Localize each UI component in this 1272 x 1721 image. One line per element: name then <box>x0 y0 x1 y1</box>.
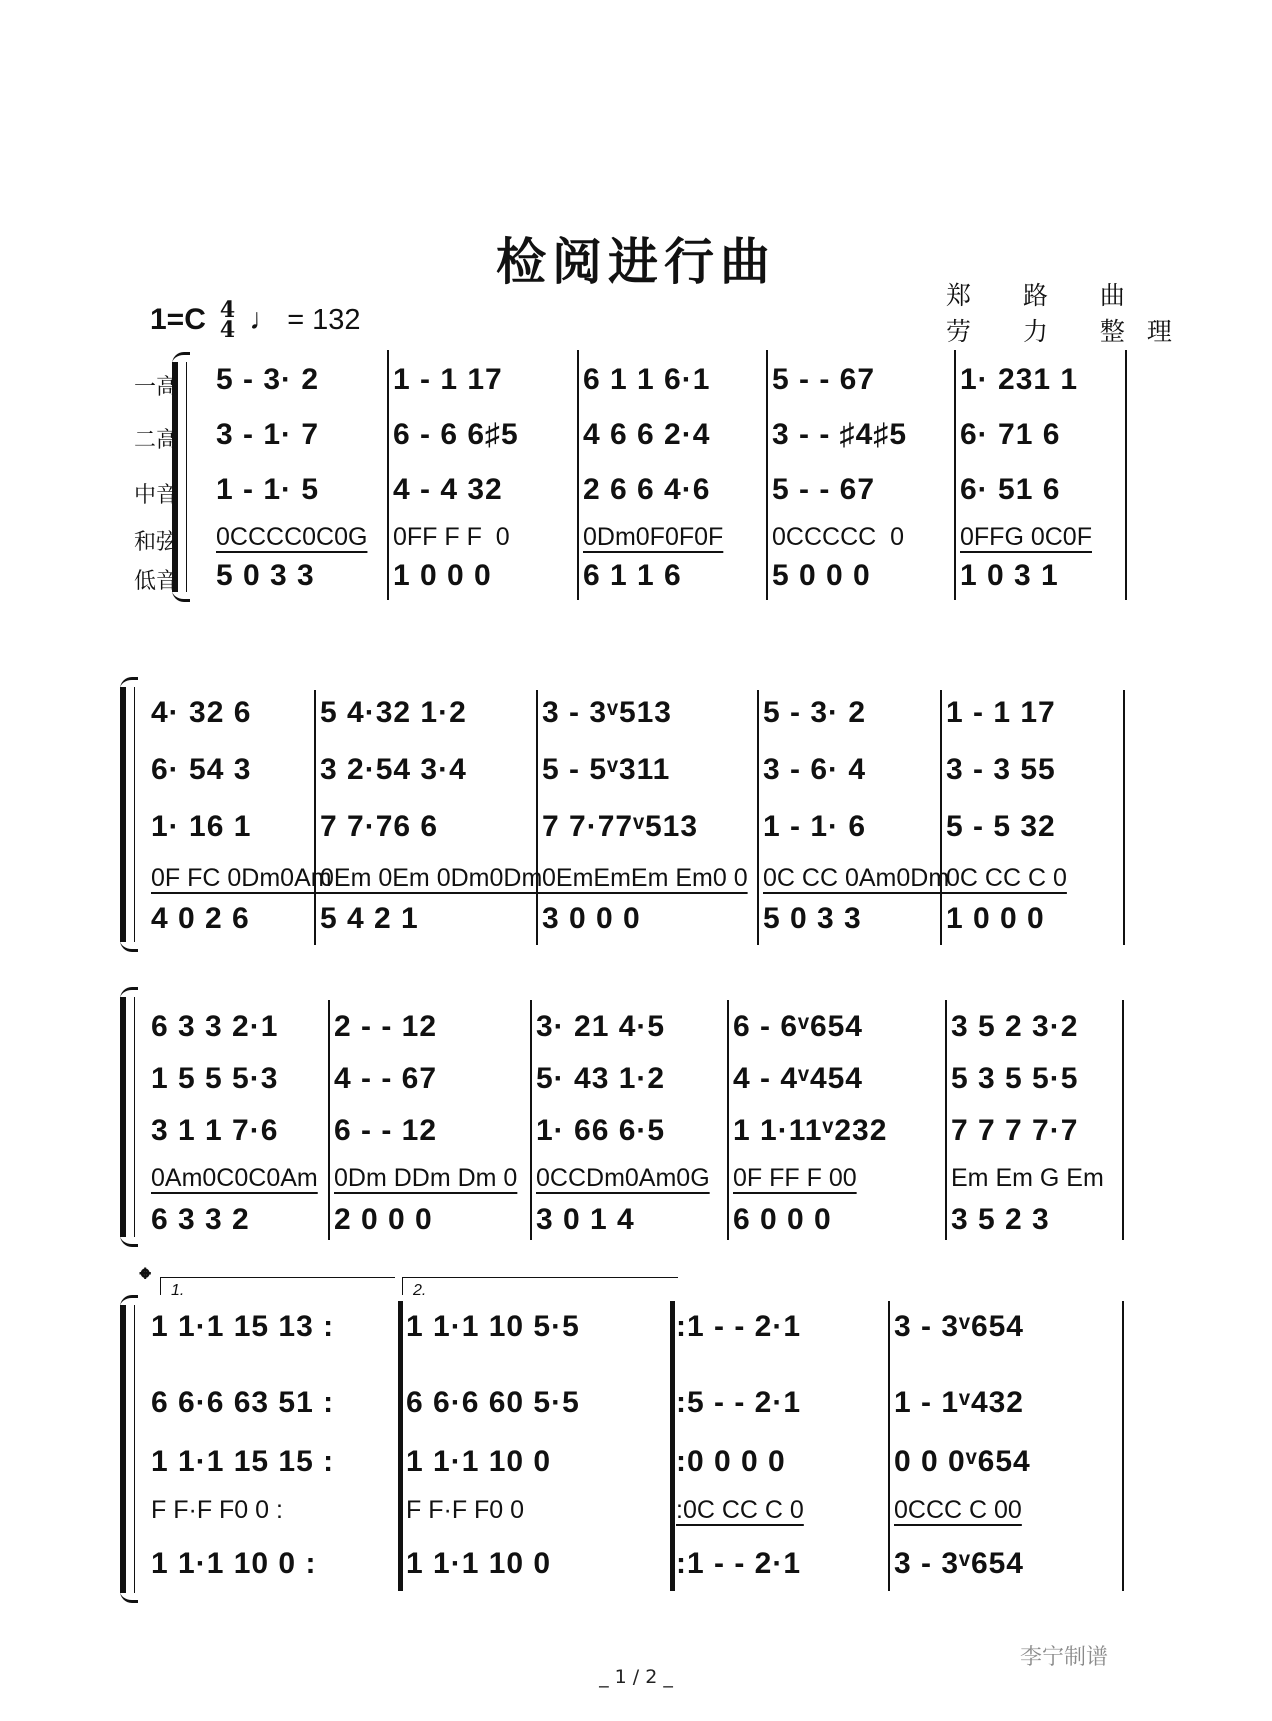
part-label-bass: 低音 <box>133 569 178 594</box>
staff-row-chord <box>145 858 1123 898</box>
barline <box>1122 1301 1124 1591</box>
measure: 0 0 0ᵛ654 <box>894 1445 1031 1478</box>
measure: 1 1·11ᵛ232 <box>733 1114 888 1147</box>
measure: 3 1 1 7·6 <box>151 1114 279 1147</box>
measure: 6· 51 6 <box>960 473 1061 506</box>
measure: 1 - 1· 5 <box>216 473 320 506</box>
measure: 0C CC 0Am0Dm <box>763 863 950 892</box>
measure: 6· 71 6 <box>960 418 1061 451</box>
composer-credit: 郑 路 曲 <box>946 281 1147 310</box>
measure: 0CCCC0C0G <box>216 522 368 551</box>
measure: 6 1 1 6·1 <box>583 363 711 396</box>
measure: 3 0 0 0 <box>542 902 641 935</box>
part-label-chord: 和弦 <box>133 530 178 555</box>
measure: 1 5 5 5·3 <box>151 1062 279 1095</box>
measure: 3 - 3ᵛ513 <box>542 696 672 729</box>
staff-row-bass <box>210 556 1125 596</box>
measure: 2 - - 12 <box>334 1010 438 1043</box>
measure: 0Em 0Em 0Dm0Dm <box>320 863 543 892</box>
measure: 0Am0C0C0Am <box>151 1163 318 1192</box>
measure: 3· 21 4·5 <box>536 1010 666 1043</box>
key-tempo-header <box>150 297 361 343</box>
measure: 0CCDm0Am0G <box>536 1163 710 1192</box>
score-system-4 <box>0 1265 1272 1600</box>
measure: 5 0 0 0 <box>772 559 871 592</box>
measure: F F·F F0 0 <box>406 1495 525 1524</box>
measure: 4 - 4 32 <box>393 473 503 506</box>
staff-row-alto <box>145 807 1123 847</box>
measure: 1 - 1ᵛ432 <box>894 1386 1024 1419</box>
measure: 0Dm0F0F0F <box>583 522 724 551</box>
measure: 6· 54 3 <box>151 753 252 786</box>
staff-row-soprano2 <box>145 750 1123 790</box>
measure: 6 1 1 6 <box>583 559 682 592</box>
measure: 1 - 1· 6 <box>763 810 867 843</box>
staff-row-soprano1 <box>145 1007 1122 1047</box>
measure: 1 0 0 0 <box>946 902 1045 935</box>
measure: 1 1·1 10 0 <box>406 1445 552 1478</box>
measure: 7 7·77ᵛ513 <box>542 810 699 843</box>
measure: 1 1·1 10 0 <box>406 1547 552 1580</box>
staff-row-soprano1 <box>145 1307 1122 1347</box>
measure: 2 0 0 0 <box>334 1203 433 1236</box>
measure: 5 0 3 3 <box>763 902 862 935</box>
staff-row-soprano1 <box>210 360 1125 400</box>
measure: 4 0 2 6 <box>151 902 250 935</box>
measure: 5 - - 67 <box>772 473 876 506</box>
measure: 1 1·1 15 13 : <box>151 1310 335 1343</box>
measure: 1 1·1 10 5·5 <box>406 1310 580 1343</box>
measure: 5 - - 67 <box>772 363 876 396</box>
measure: 0F FC 0Dm0Am <box>151 863 332 892</box>
time-signature-bottom: 4 <box>219 317 236 343</box>
quarter-note-icon: ♩ <box>249 303 280 336</box>
measure: 6 6·6 63 51 : <box>151 1386 335 1419</box>
staff-row-bass <box>145 1544 1122 1584</box>
staff-row-chord <box>145 1490 1122 1530</box>
measure: 6 3 3 2·1 <box>151 1010 279 1043</box>
measure: Em Em G Em <box>951 1163 1104 1192</box>
system-brace <box>120 687 134 942</box>
staff-row-bass <box>145 1200 1122 1240</box>
part-label-alto: 中音 <box>133 483 178 508</box>
measure: 1 0 0 0 <box>393 559 492 592</box>
measure: 1· 66 6·5 <box>536 1114 666 1147</box>
measure: 5 4·32 1·2 <box>320 696 467 729</box>
staff-row-alto <box>145 1442 1122 1482</box>
measure: 7 7·76 6 <box>320 810 439 843</box>
measure: 3 5 2 3·2 <box>951 1010 1079 1043</box>
measure: 5· 43 1·2 <box>536 1062 666 1095</box>
measure: :1 - - 2·1 <box>676 1547 802 1580</box>
measure: 3 - 6· 4 <box>763 753 867 786</box>
measure: 4 6 6 2·4 <box>583 418 711 451</box>
measure: 5 - 5ᵛ311 <box>542 753 671 786</box>
measure: 7 7 7 7·7 <box>951 1114 1079 1147</box>
coda-icon: 𝄌 <box>140 1263 151 1296</box>
arranger-watermark: 李宁制谱 <box>1020 1645 1109 1670</box>
score-system-3 <box>0 985 1272 1245</box>
measure: 1· 231 1 <box>960 363 1079 396</box>
measure: 5 4 2 1 <box>320 902 419 935</box>
measure: 5 - 3· 2 <box>763 696 867 729</box>
staff-row-chord <box>145 1158 1122 1198</box>
measure: :0 0 0 0 <box>676 1445 786 1478</box>
measure: 1 - 1 17 <box>946 696 1056 729</box>
measure: 3 - 1· 7 <box>216 418 320 451</box>
staff-row-soprano2 <box>145 1059 1122 1099</box>
part-label-soprano2: 二高 <box>133 428 178 453</box>
score-system-2 <box>0 675 1272 950</box>
time-signature <box>219 297 236 343</box>
system-brace <box>120 997 134 1237</box>
measure: 2 6 6 4·6 <box>583 473 711 506</box>
measure: 5 - 5 32 <box>946 810 1056 843</box>
measure: 0FF F F 0 <box>393 522 510 551</box>
measure: 3 - 3ᵛ654 <box>894 1310 1024 1343</box>
measure: 0C CC C 0 <box>946 863 1067 892</box>
measure: 6 6·6 60 5·5 <box>406 1386 580 1419</box>
staff-row-soprano1 <box>145 693 1123 733</box>
measure: 5 - 3· 2 <box>216 363 320 396</box>
measure: F F·F F0 0 : <box>151 1495 283 1524</box>
measure: 0CCCCC 0 <box>772 522 904 551</box>
measure: 1 0 3 1 <box>960 559 1059 592</box>
staff-row-alto <box>210 470 1125 510</box>
measure: 1 1·1 15 15 : <box>151 1445 335 1478</box>
barline <box>1125 350 1127 600</box>
key-signature: 1=C <box>150 303 206 336</box>
measure: :0C CC C 0 <box>676 1495 804 1524</box>
measure: 3 0 1 4 <box>536 1203 635 1236</box>
measure: 5 0 3 3 <box>216 559 315 592</box>
time-signature-top: 4 <box>219 297 236 323</box>
tempo-marking: = 132 <box>287 303 361 336</box>
measure: 0Dm DDm Dm 0 <box>334 1163 518 1192</box>
measure: 1 - 1 17 <box>393 363 503 396</box>
staff-row-soprano2 <box>145 1383 1122 1423</box>
measure: 0CCC C 00 <box>894 1495 1022 1524</box>
score-title: 检阅进行曲 <box>496 233 776 291</box>
measure: 4· 32 6 <box>151 696 252 729</box>
measure: 4 - 4ᵛ454 <box>733 1062 863 1095</box>
system-brace <box>120 1305 134 1593</box>
measure: 3 2·54 3·4 <box>320 753 467 786</box>
staff-row-chord <box>210 517 1125 557</box>
measure: 3 - 3 55 <box>946 753 1056 786</box>
measure: 5 3 5 5·5 <box>951 1062 1079 1095</box>
barline <box>1123 690 1125 945</box>
arranger-credit: 劳 力 整理 <box>946 317 1194 346</box>
score-system-1 <box>0 350 1272 600</box>
measure: 6 - - 12 <box>334 1114 438 1147</box>
measure: 6 - 6 6♯5 <box>393 418 519 451</box>
volta-first-ending: 1. <box>160 1277 395 1295</box>
measure: :1 - - 2·1 <box>676 1310 802 1343</box>
staff-row-soprano2 <box>210 415 1125 455</box>
measure: 3 - 3ᵛ654 <box>894 1547 1024 1580</box>
volta-second-ending: 2. <box>402 1277 678 1295</box>
measure: 0F FF F 00 <box>733 1163 857 1192</box>
page-number: _ 1 / 2 _ <box>599 1666 673 1688</box>
measure: :5 - - 2·1 <box>676 1386 802 1419</box>
staff-row-alto <box>145 1111 1122 1151</box>
measure: 0FFG 0C0F <box>960 522 1092 551</box>
measure: 1· 16 1 <box>151 810 252 843</box>
credits <box>946 278 1194 350</box>
measure: 6 0 0 0 <box>733 1203 832 1236</box>
measure: 6 - 6ᵛ654 <box>733 1010 863 1043</box>
measure: 3 - - ♯4♯5 <box>772 418 908 451</box>
measure: 3 5 2 3 <box>951 1203 1050 1236</box>
measure: 4 - - 67 <box>334 1062 438 1095</box>
measure: 1 1·1 10 0 : <box>151 1547 317 1580</box>
part-label-soprano1: 一高 <box>133 375 178 400</box>
barline <box>1122 1000 1124 1240</box>
measure: 0EmEmEm Em0 0 <box>542 863 748 892</box>
staff-row-bass <box>145 899 1123 939</box>
measure: 6 3 3 2 <box>151 1203 250 1236</box>
